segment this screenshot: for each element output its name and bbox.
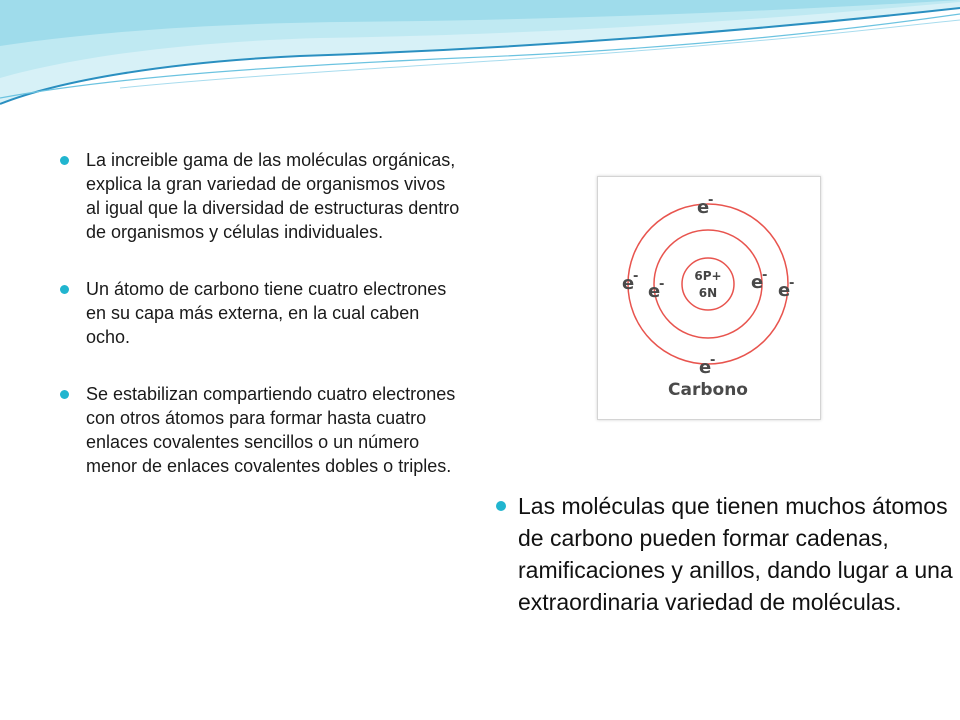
left-bullet-list: [60, 148, 460, 511]
atom-caption: Carbono: [668, 380, 748, 400]
electron-symbol: e: [622, 273, 635, 294]
electron-charge: -: [708, 193, 714, 208]
electron-charge: -: [789, 276, 795, 291]
electron-symbol: e: [778, 280, 791, 301]
electron-charge: -: [633, 269, 639, 284]
inner-orbit: [654, 230, 762, 338]
nucleus-neutrons: 6N: [698, 286, 718, 300]
bullet-dot-icon: [496, 501, 506, 511]
bullet-item-3: [60, 382, 460, 478]
electron-symbol: e: [648, 281, 661, 302]
electron-charge: -: [710, 353, 716, 368]
bullet-dot-icon: [60, 285, 69, 294]
electron-charge: -: [762, 268, 768, 283]
electron-symbol: e: [697, 197, 710, 218]
electron-symbol: e: [751, 272, 764, 293]
electron-left-outer: [622, 269, 638, 294]
bullet-dot-icon: [60, 156, 69, 165]
bullet-text-1: La increible gama de las moléculas orgánicas, explica la gran variedad de organismos vivos al igual que la diversidad de estructuras dentro de organismos y células individuales.: [86, 150, 460, 242]
bullet-dot-icon: [60, 390, 69, 399]
nucleus-protons: 6P+: [694, 269, 722, 283]
bullet-text-2: Un átomo de carbono tiene cuatro electrones en su capa más externa, en la cual caben ocho.: [86, 279, 447, 347]
electron-right-outer: [778, 276, 794, 301]
bullet-item-2: [60, 277, 460, 349]
right-bullet: [496, 490, 958, 618]
electron-charge: -: [659, 277, 665, 292]
electron-bottom-outer: [699, 353, 715, 378]
bullet-text-3: Se estabilizan compartiendo cuatro electrones con otros átomos para formar hasta cuatro enlaces covalentes sencillos o un número menor de enlaces covalentes dobles o triples.: [86, 384, 456, 476]
carbon-atom-diagram: [597, 176, 821, 420]
electron-right-inner: [751, 268, 767, 293]
electron-symbol: e: [699, 357, 712, 378]
electron-top-outer: [697, 193, 713, 218]
top-wave-decoration: [0, 0, 960, 120]
bullet-item-1: [60, 148, 460, 244]
electron-left-inner: [648, 277, 664, 302]
nucleus: [682, 258, 734, 310]
right-bullet-text: Las moléculas que tienen muchos átomos de carbono pueden formar cadenas, ramificaciones y anillos, dando lugar a una extraordinaria variedad de moléculas.: [518, 493, 953, 615]
atom-svg: [598, 177, 820, 419]
